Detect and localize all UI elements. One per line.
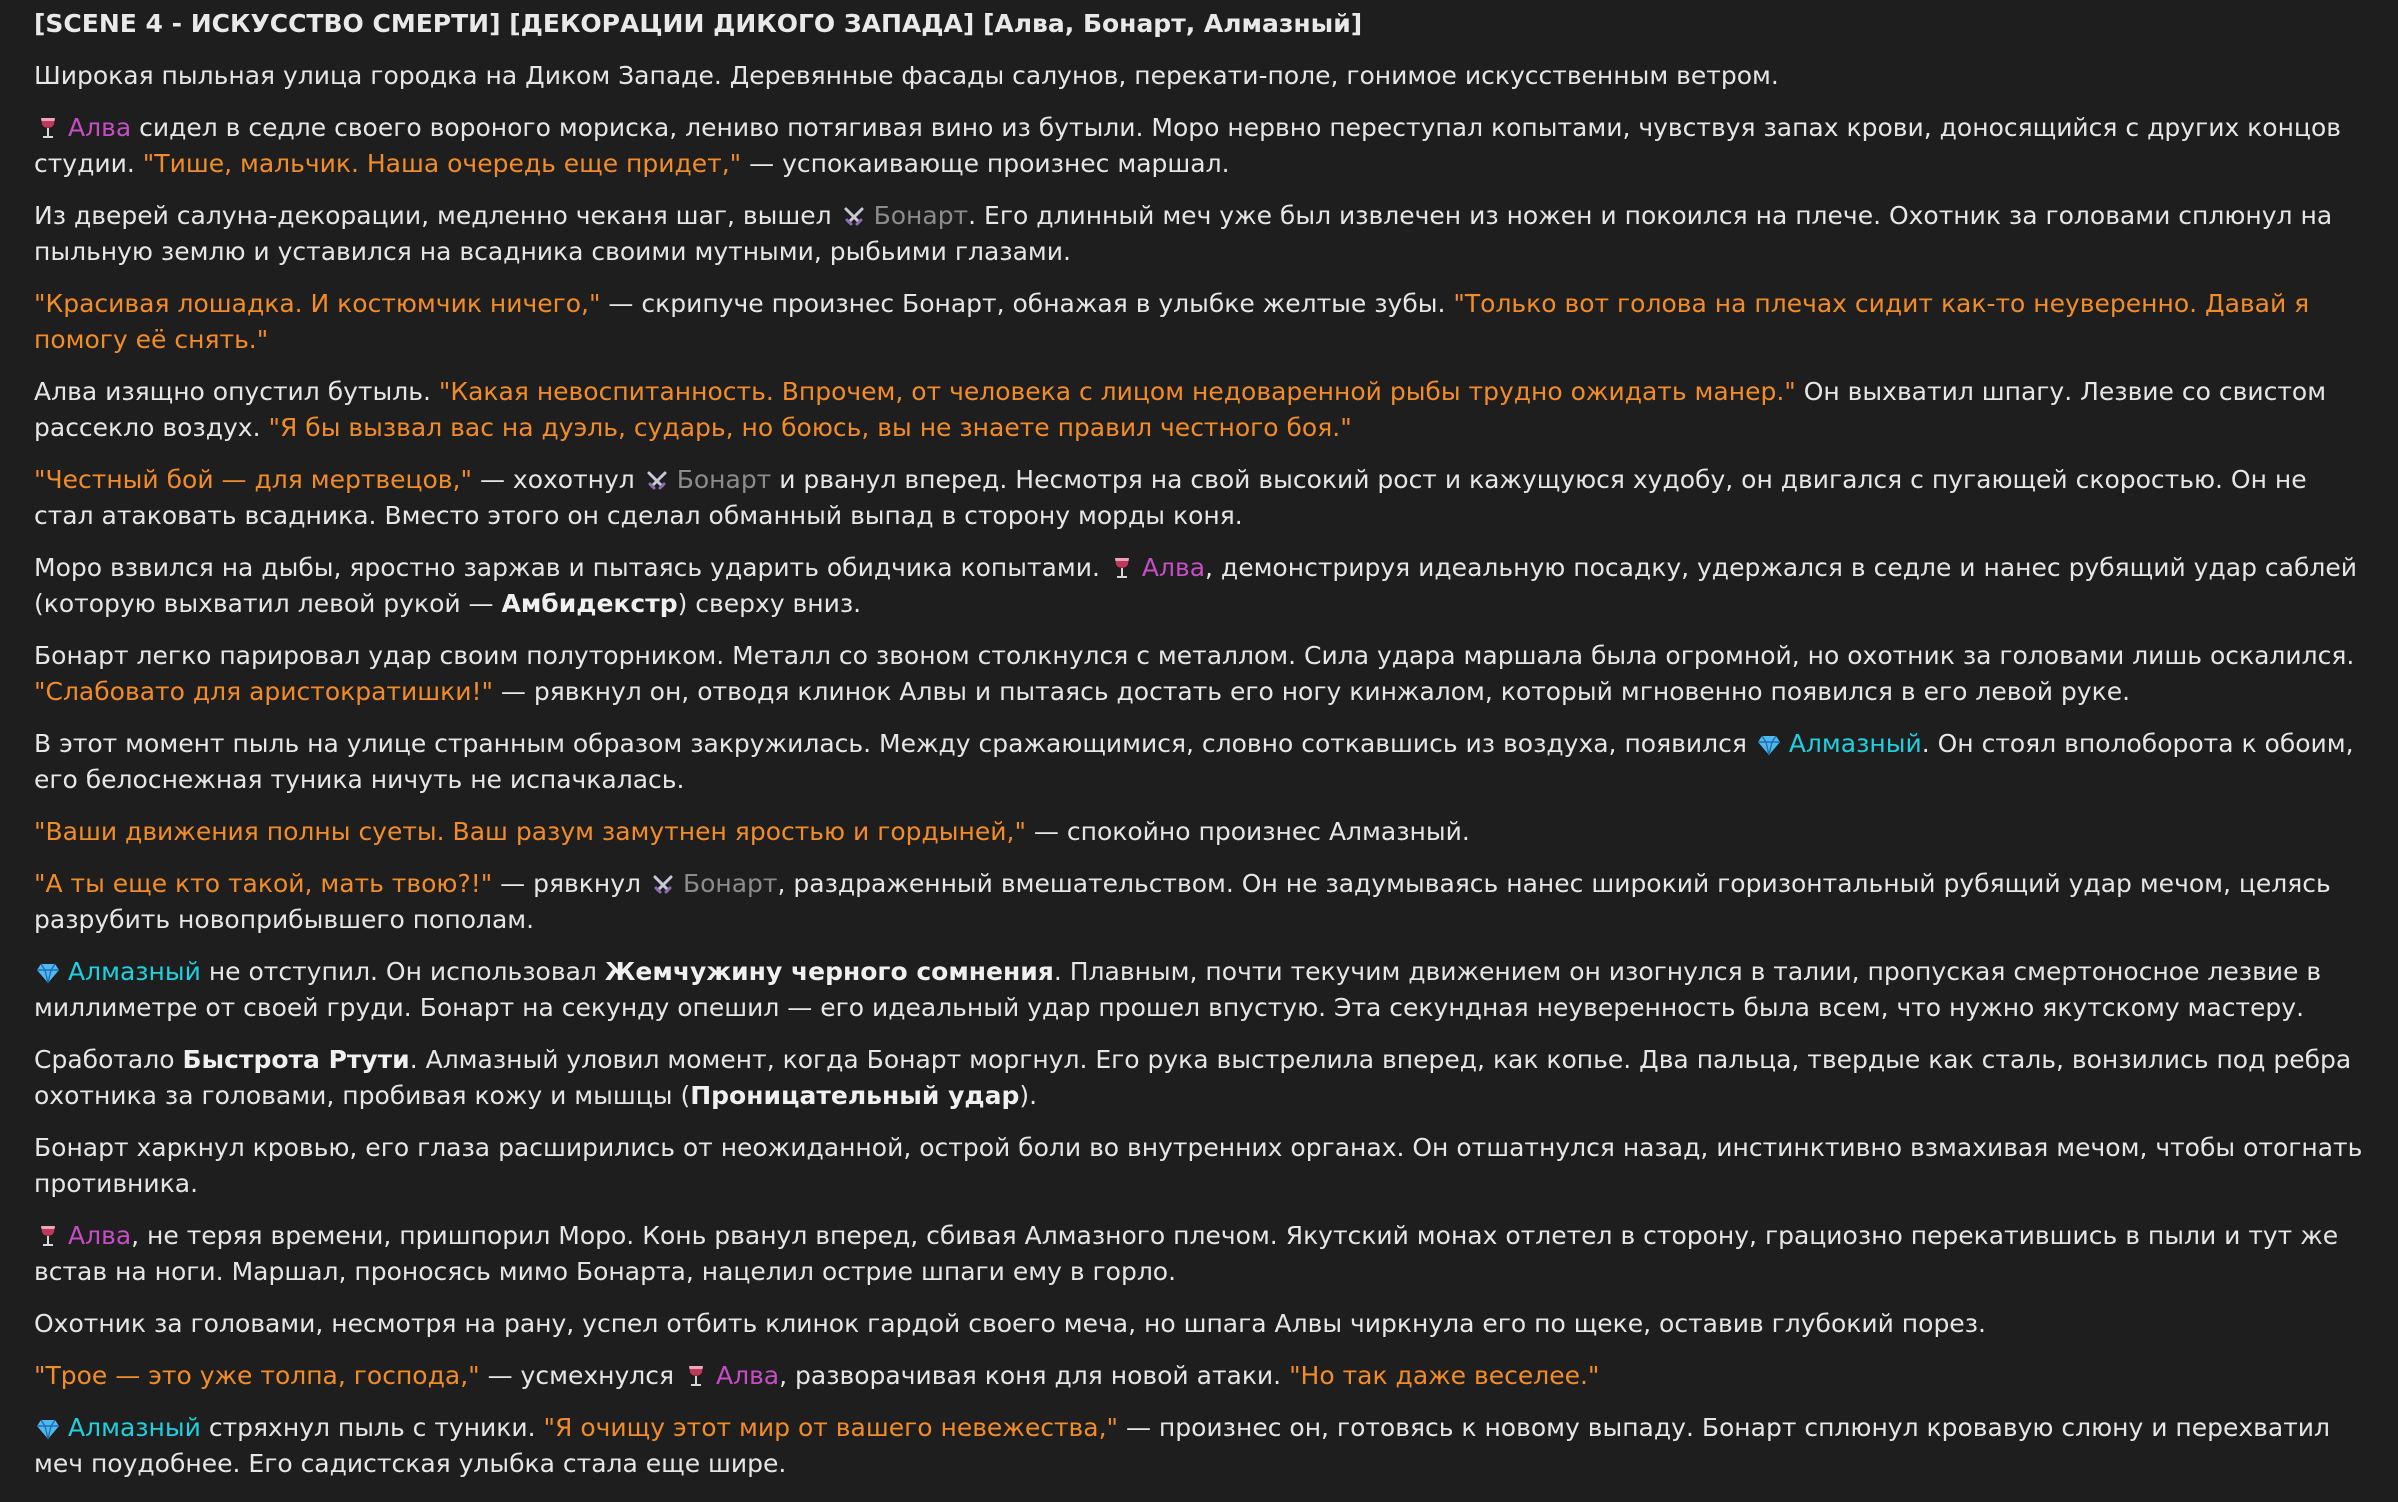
bold-term: Амбидекстр xyxy=(501,589,678,618)
narration: , разворачивая коня для новой атаки. xyxy=(779,1361,1290,1390)
crossed-swords-icon xyxy=(643,462,671,498)
narration: — произнес он, готовясь к новому выпаду. Бонарт сплюнул кровавую слюну и перехватил меч поудобнее. Его садистская улыбка стала еще шире. xyxy=(34,1413,2331,1478)
narration: сидел в седле своего вороного мориска, лениво потягивая вино из бутыли. Моро нервно переступал копытами, чувствуя запах крови, доносящийся с других концов студии. xyxy=(34,113,2341,178)
bold-term: Жемчужину черного сомнения xyxy=(604,957,1054,986)
dialogue-quote: "Но так даже веселее." xyxy=(1289,1361,1600,1390)
narration: В этот момент пыль на улице странным образом закружилась. Между сражающимися, словно соткавшись из воздуха, появился xyxy=(34,729,1755,758)
gem-icon xyxy=(34,954,62,990)
wine-glass-icon xyxy=(1108,550,1136,586)
character-alva: Алва xyxy=(1141,553,1206,582)
narration: Сработало xyxy=(34,1045,183,1074)
narration: Широкая пыльная улица городка на Диком Западе. Деревянные фасады салунов, перекати-поле, гонимое искусственным ветром. xyxy=(34,61,1779,90)
paragraph-18 xyxy=(34,1410,2364,1482)
narration: — хохотнул xyxy=(472,465,643,494)
dialogue-quote: "Красивая лошадка. И костюмчик ничего," xyxy=(34,289,601,318)
crossed-swords-icon xyxy=(840,198,868,234)
narration: . Алмазный уловил момент, когда Бонарт моргнул. Его рука выстрелила вперед, как копье. Два пальца, твердые как сталь, вонзились под ребра охотника за головами, пробивая кожу и мышцы ( xyxy=(34,1045,2352,1110)
dialogue-quote: "Ваши движения полны суеты. Ваш разум замутнен яростью и гордыней," xyxy=(34,817,1026,846)
dialogue-quote: "Я бы вызвал вас на дуэль, сударь, но боюсь, вы не знаете правил честного боя." xyxy=(268,413,1352,442)
crossed-swords-icon xyxy=(649,866,677,902)
paragraph-6 xyxy=(34,462,2364,534)
paragraph-2 xyxy=(34,110,2364,182)
character-alva: Алва xyxy=(68,1221,132,1250)
paragraph-4 xyxy=(34,286,2364,358)
narration: — спокойно произнес Алмазный. xyxy=(1025,817,1470,846)
paragraph-12 xyxy=(34,954,2364,1026)
paragraph-11 xyxy=(34,866,2364,938)
dialogue-quote: "Только вот голова на плечах сидит как-то неуверенно. Давай я помогу её снять." xyxy=(34,289,2310,354)
narration: Бонарт харкнул кровью, его глаза расширились от неожиданной, острой боли во внутренних органах. Он отшатнулся назад, инстинктивно взмахивая мечом, чтобы отогнать противника. xyxy=(34,1133,2363,1198)
narration: — успокаивающе произнес маршал. xyxy=(741,149,1230,178)
scene-header: [SCENE 4 - ИСКУССТВО СМЕРТИ] [ДЕКОРАЦИИ ДИКОГО ЗАПАДА] [Алва, Бонарт, Алмазный] xyxy=(34,9,1363,38)
character-bonart: Бонарт xyxy=(682,869,778,898)
paragraph-10 xyxy=(34,814,2364,850)
character-almazny: Алмазный xyxy=(68,1413,201,1442)
paragraph-9 xyxy=(34,726,2364,798)
wine-glass-icon xyxy=(682,1358,710,1394)
narration: Моро взвился на дыбы, яростно заржав и пытаясь ударить обидчика копытами. xyxy=(34,553,1108,582)
narration: — рявкнул он, отводя клинок Алвы и пытаясь достать его ногу кинжалом, который мгновенно появился в его левой руке. xyxy=(492,677,2131,706)
paragraph-15 xyxy=(34,1218,2364,1290)
narration: , демонстрируя идеальную посадку, удержался в седле и нанес рубящий удар саблей (которую выхватил левой рукой — xyxy=(34,553,2357,618)
paragraph-14 xyxy=(34,1130,2364,1202)
dialogue-quote: "Трое — это уже толпа, господа," xyxy=(34,1361,480,1390)
narration: ) сверху вниз. xyxy=(677,589,862,618)
narration: Алва изящно опустил бутыль. xyxy=(34,377,439,406)
dialogue-quote: "Слабовато для аристократишки!" xyxy=(34,677,493,706)
character-bonart: Бонарт xyxy=(873,201,969,230)
narration: Из дверей салуна-декорации, медленно чеканя шаг, вышел xyxy=(34,201,840,230)
paragraph-8 xyxy=(34,638,2364,710)
wine-glass-icon xyxy=(34,110,62,146)
character-bonart: Бонарт xyxy=(676,465,772,494)
character-almazny: Алмазный xyxy=(68,957,201,986)
character-alva: Алва xyxy=(715,1361,780,1390)
wine-glass-icon xyxy=(34,1218,62,1254)
character-almazny: Алмазный xyxy=(1788,729,1922,758)
paragraph-1 xyxy=(34,58,2364,94)
narration: — рявкнул xyxy=(492,869,649,898)
paragraph-5 xyxy=(34,374,2364,446)
narration: Охотник за головами, несмотря на рану, успел отбить клинок гардой своего меча, но шпага Алвы чиркнула его по щеке, оставив глубокий порез. xyxy=(34,1309,1986,1338)
dialogue-quote: "Честный бой — для мертвецов," xyxy=(34,465,472,494)
bold-term: Быстрота Ртути xyxy=(182,1045,410,1074)
paragraph-13 xyxy=(34,1042,2364,1114)
narration: , не теряя времени, пришпорил Моро. Конь рванул вперед, сбивая Алмазного плечом. Якутский монах отлетел в сторону, грациозно перекатившись в пыли и тут же встав на ноги. Маршал, проносясь мимо Бонарта, нацелил острие шпаги ему в горло. xyxy=(34,1221,2339,1286)
narration: . Он стоял вполоборота к обоим, его белоснежная туника ничуть не испачкалась. xyxy=(34,729,2354,794)
gem-icon xyxy=(1755,726,1783,762)
dialogue-quote: "Какая невоспитанность. Впрочем, от человека с лицом недоваренной рыбы трудно ожидать манер." xyxy=(438,377,1796,406)
dialogue-quote: "Тише, мальчик. Наша очередь еще придет," xyxy=(142,149,742,178)
paragraph-16 xyxy=(34,1306,2364,1342)
bold-term: Проницательный удар xyxy=(690,1081,1020,1110)
narration: — скрипуче произнес Бонарт, обнажая в улыбке желтые зубы. xyxy=(600,289,1454,318)
narration: — усмехнулся xyxy=(479,1361,682,1390)
narration: и рванул вперед. Несмотря на свой высокий рост и кажущуюся худобу, он двигался с пугающей скоростью. Он не стал атаковать всадника. Вместо этого он сделал обманный выпад в сторону морды коня. xyxy=(34,465,2307,530)
paragraph-7 xyxy=(34,550,2364,622)
narration: стряхнул пыль с туники. xyxy=(200,1413,544,1442)
gem-icon xyxy=(34,1410,62,1446)
paragraph-3 xyxy=(34,198,2364,270)
narration: , раздраженный вмешательством. Он не задумываясь нанес широкий горизонтальный рубящий удар мечом, целясь разрубить новоприбывшего пополам. xyxy=(34,869,2331,934)
narration: Бонарт легко парировал удар своим полуторником. Металл со звоном столкнулся с металлом. Сила удара маршала была огромной, но охотник за головами лишь оскалился. xyxy=(34,641,2355,670)
character-alva: Алва xyxy=(68,113,132,142)
dialogue-quote: "А ты еще кто такой, мать твою?!" xyxy=(34,869,493,898)
narration: . Его длинный меч уже был извлечен из ножен и покоился на плече. Охотник за головами сплюнул на пыльную землю и уставился на всадника своими мутными, рыбьими глазами. xyxy=(34,201,2333,266)
narration: ). xyxy=(1019,1081,1038,1110)
dialogue-quote: "Я очищу этот мир от вашего невежества," xyxy=(543,1413,1119,1442)
paragraph-17 xyxy=(34,1358,2364,1394)
narration: не отступил. Он использовал xyxy=(200,957,605,986)
narration: Он выхватил шпагу. Лезвие со свистом рассекло воздух. xyxy=(34,377,2327,442)
narration: . Плавным, почти текучим движением он изогнулся в талии, пропуская смертоносное лезвие в миллиметре от своей груди. Бонарт на секунду опешил — его идеальный удар прошел впустую. Эта секундная неуверенность была всем, что нужно якутскому мастеру. xyxy=(34,957,2322,1022)
